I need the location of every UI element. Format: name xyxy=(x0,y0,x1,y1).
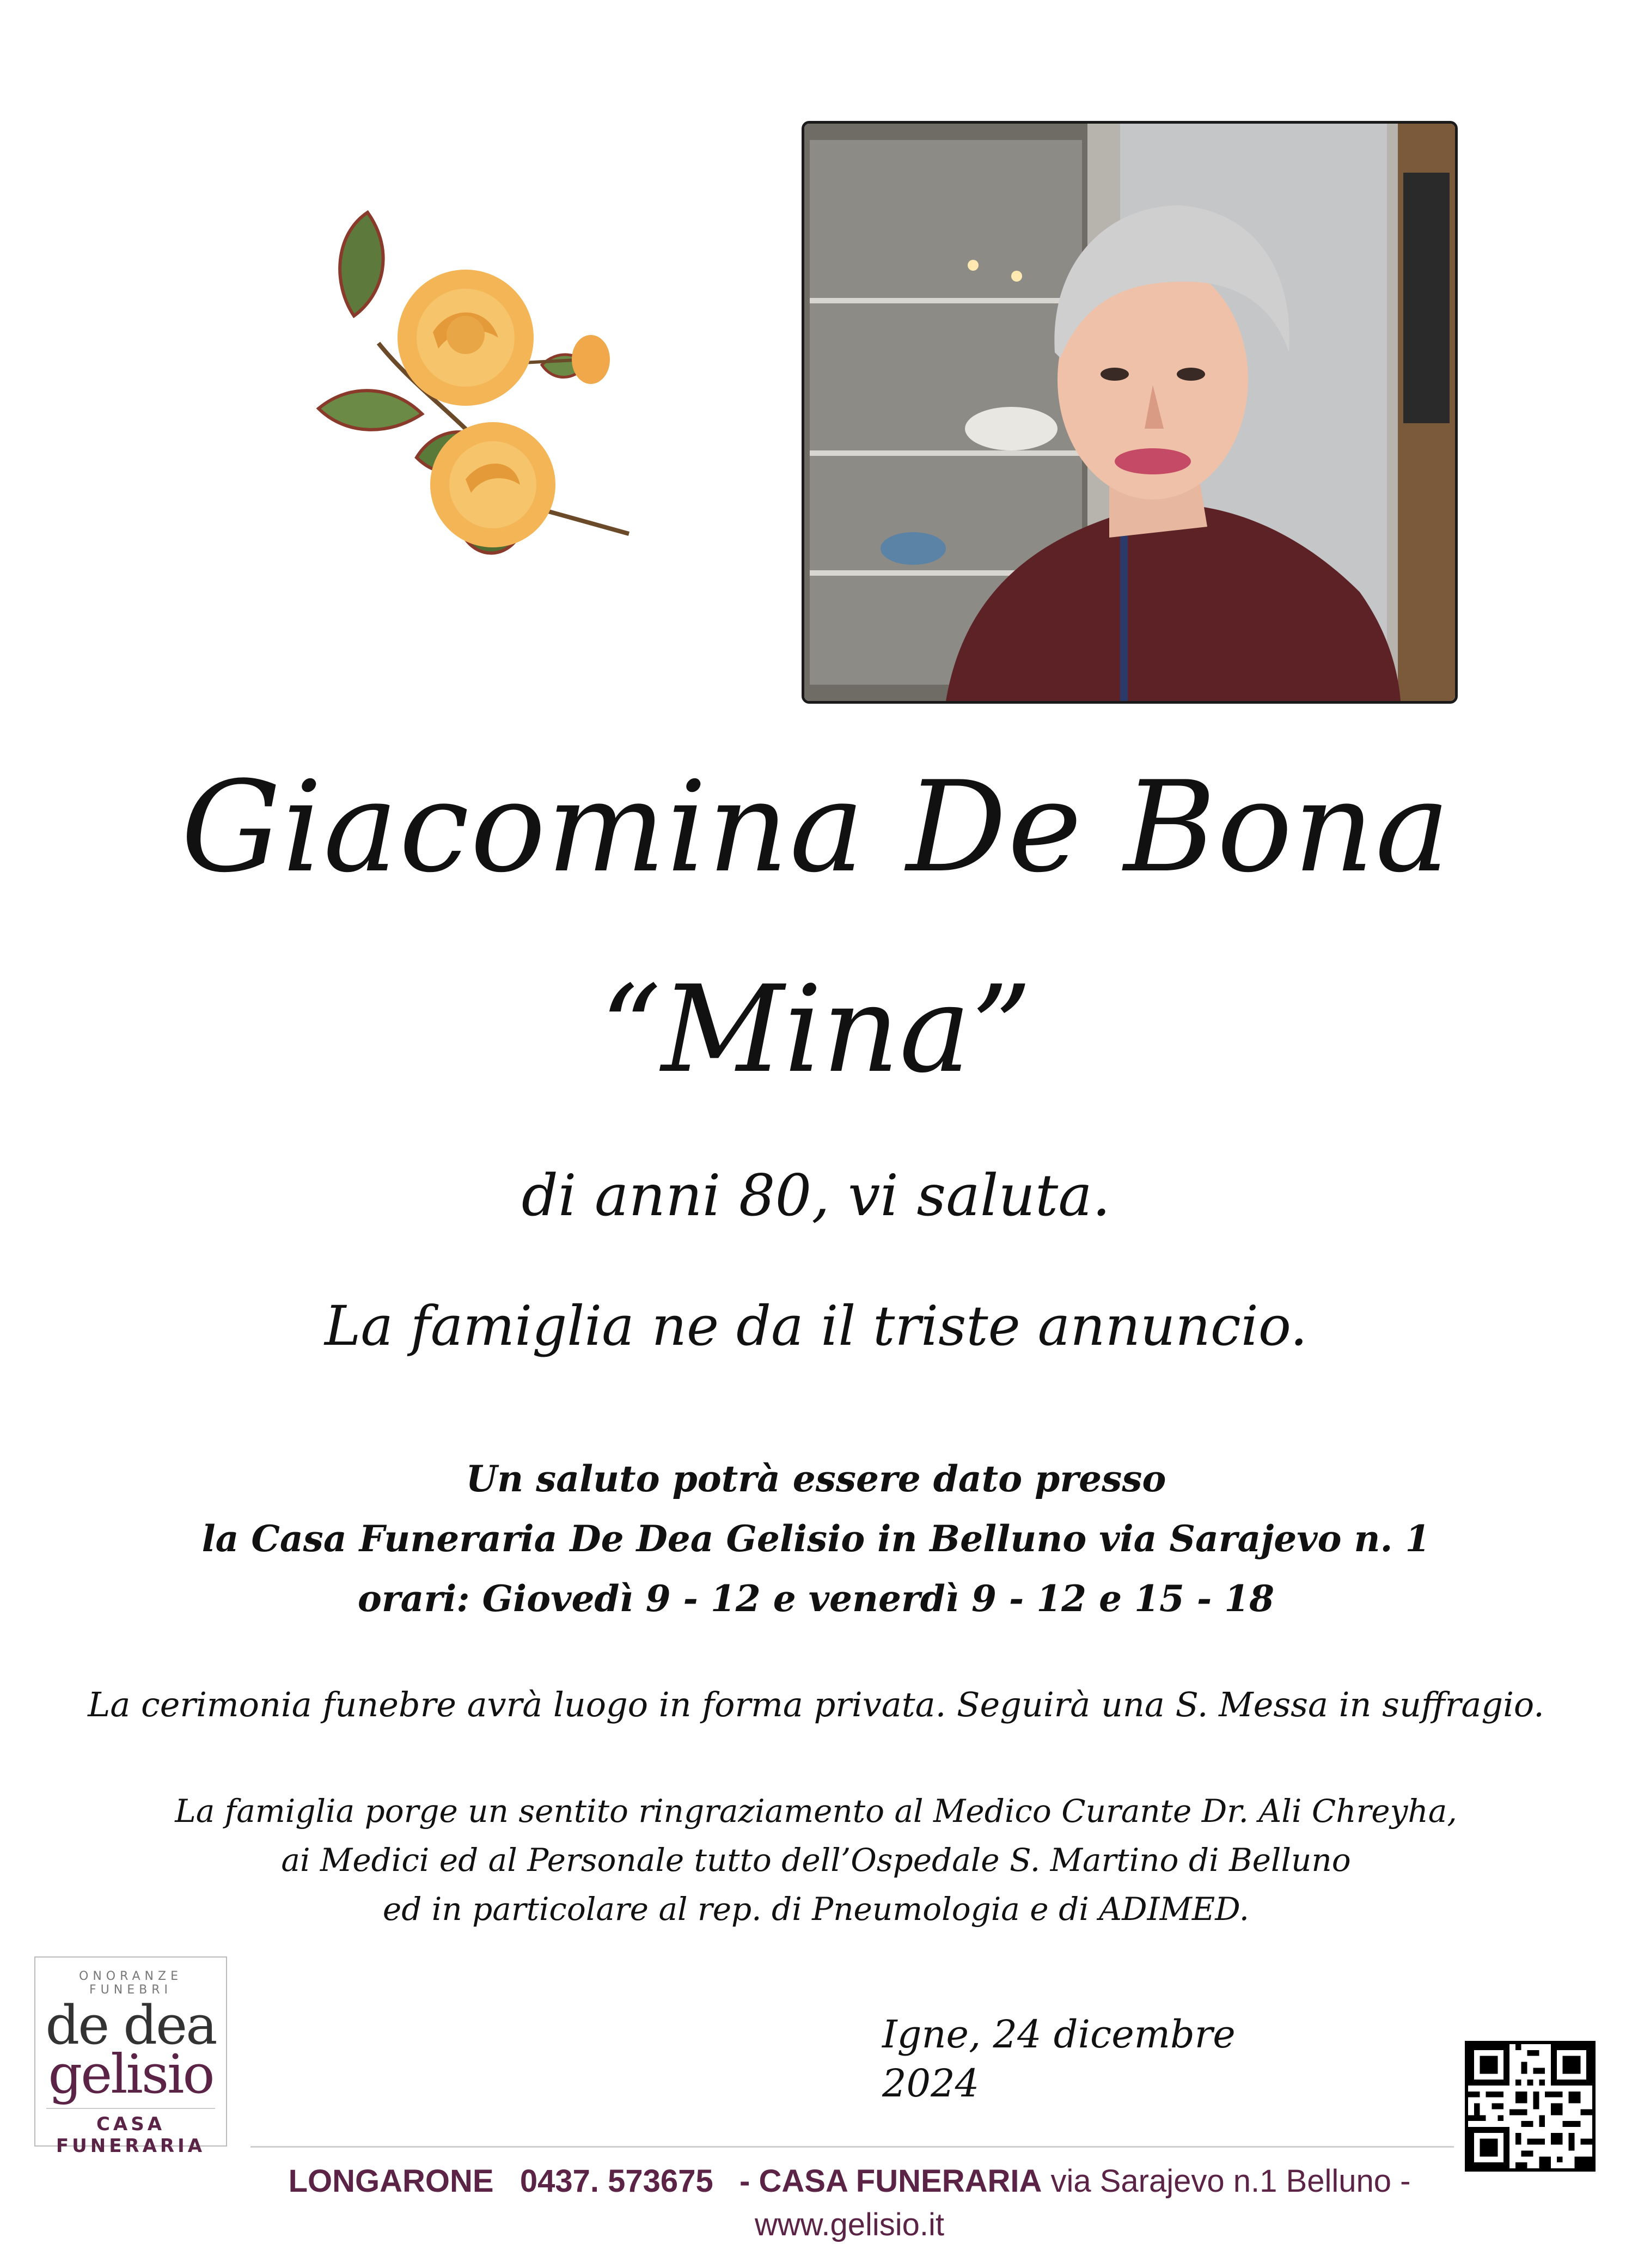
funeral-home-logo xyxy=(34,1956,227,2157)
deceased-name: Giacomina De Bona xyxy=(181,755,1451,900)
visitation-line: orari: Giovedì 9 - 12 e venerdì 9 - 12 e 15 - 18 xyxy=(357,1577,1275,1620)
footer-city: LONGARONE xyxy=(288,2163,494,2199)
footer-divider xyxy=(250,2146,1454,2148)
thanks-line: La famiglia porge un sentito ringraziamento al Medico Curante Dr. Ali Chreyha, xyxy=(175,1793,1457,1830)
footer-label: CASA FUNERARIA xyxy=(759,2163,1042,2199)
visitation-line: la Casa Funeraria De Dea Gelisio in Belluno via Sarajevo n. 1 xyxy=(201,1517,1431,1560)
family-announcement: La famiglia ne da il triste annuncio. xyxy=(324,1294,1308,1358)
ceremony-info: La cerimonia funebre avrà luogo in forma privata. Seguirà una S. Messa in suffragio. xyxy=(88,1685,1544,1724)
visitation-info xyxy=(0,1449,1632,1629)
logo-top-text: ONORANZE FUNEBRI xyxy=(79,1970,182,1997)
place-date: Igne, 24 dicembre 2024 xyxy=(882,2012,1236,2106)
thanks-note xyxy=(0,1787,1632,1934)
age-line: di anni 80, vi saluta. xyxy=(521,1162,1111,1229)
lower-rose xyxy=(430,422,555,547)
logo-brand-line1: de dea xyxy=(45,1995,216,2057)
deceased-nickname: “Mina” xyxy=(600,960,1032,1099)
logo-divider xyxy=(46,2108,215,2109)
thanks-line: ai Medici ed al Personale tutto dell’Ospedale S. Martino di Belluno xyxy=(281,1842,1351,1879)
logo-brand-line2: gelisio xyxy=(48,2044,213,2106)
footer-address[interactable]: via Sarajevo n.1 Belluno - www.gelisio.it xyxy=(754,2163,1411,2242)
footer-contact xyxy=(250,2160,1448,2247)
portrait-illustration xyxy=(804,124,1455,701)
qr-code-icon[interactable] xyxy=(1465,2041,1596,2172)
logo-bottom-text: CASA FUNERARIA xyxy=(56,2113,206,2157)
upper-rose xyxy=(398,270,534,406)
footer-phone[interactable]: 0437. 573675 xyxy=(519,2163,713,2199)
thanks-line: ed in particolare al rep. di Pneumologia e di ADIMED. xyxy=(382,1891,1250,1928)
portrait-photo xyxy=(802,121,1458,704)
visitation-line: Un saluto potrà essere dato presso xyxy=(466,1458,1166,1500)
rose-illustration xyxy=(302,202,662,605)
rose-bud xyxy=(572,335,610,384)
footer-dash: - xyxy=(739,2163,750,2199)
